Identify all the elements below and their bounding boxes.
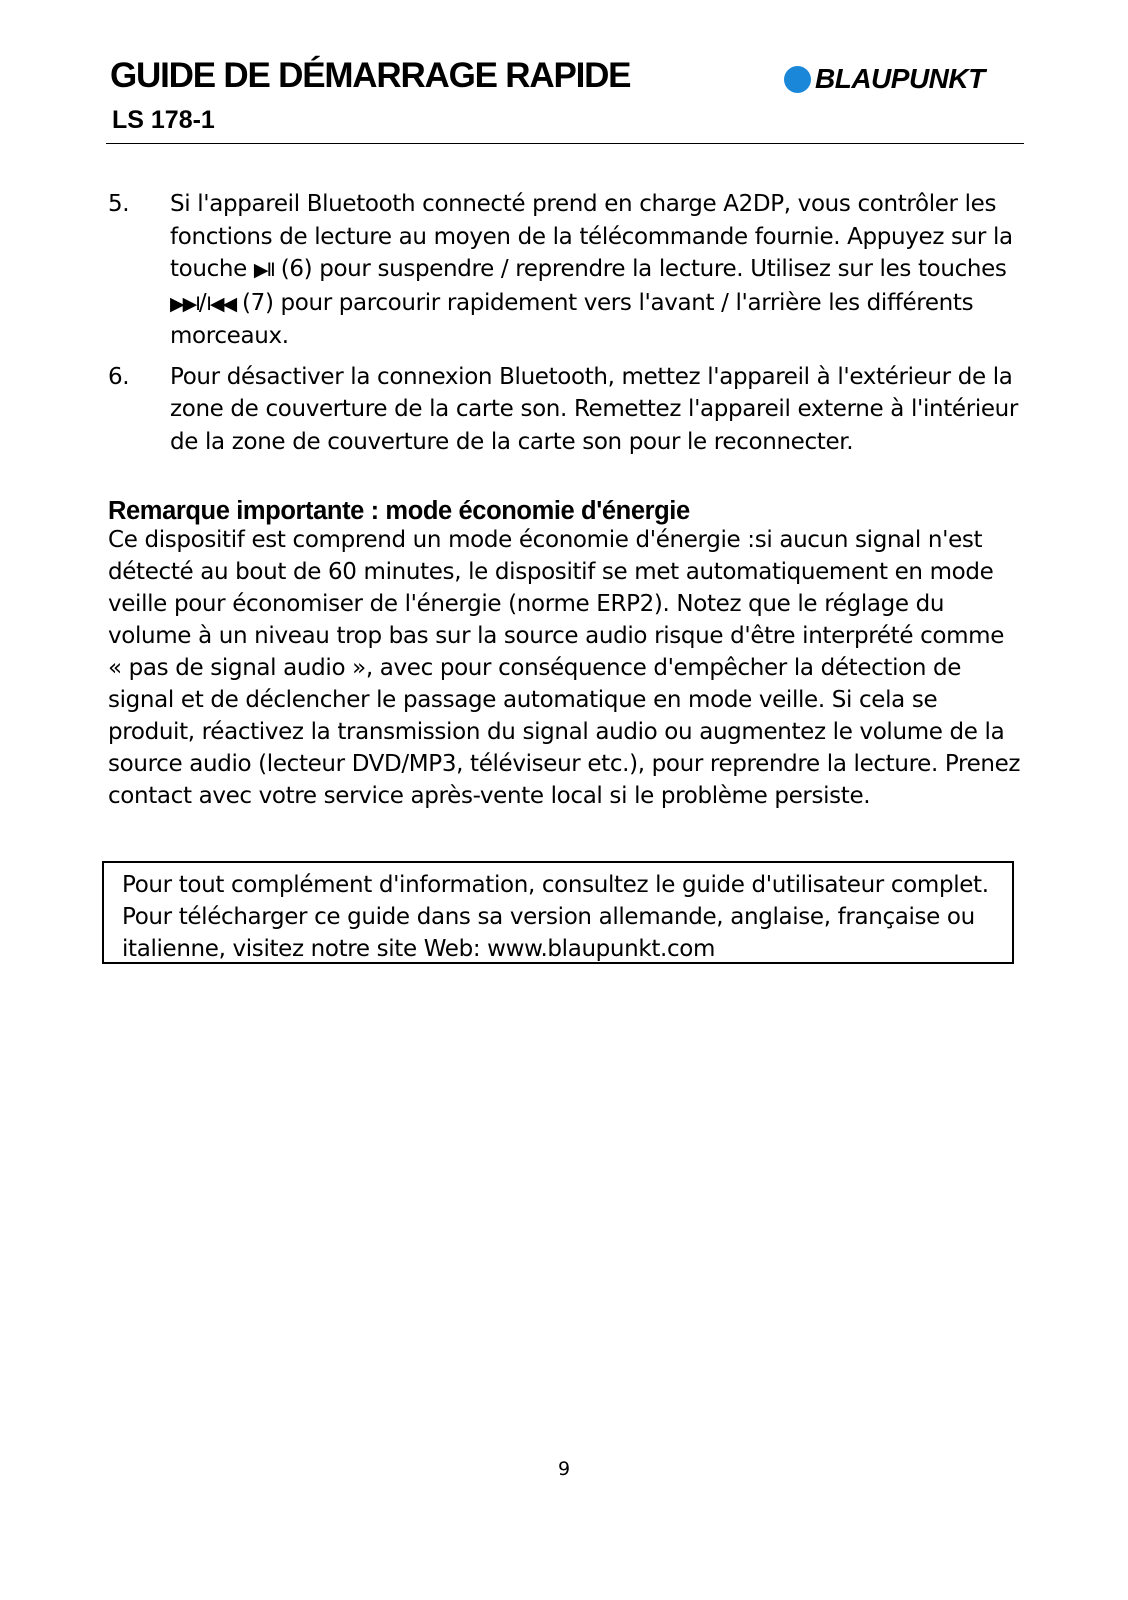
note-heading: Remarque importante : mode économie d'énergie bbox=[108, 497, 690, 525]
skip-forward-icon: ▶▶I bbox=[170, 292, 199, 315]
list-item-text-part: (7) pour parcourir rapidement vers l'avant / l'arrière les différents morceaux. bbox=[170, 289, 974, 349]
skip-back-icon: I◀◀ bbox=[206, 292, 236, 315]
logo-dot-icon bbox=[784, 66, 811, 93]
list-item-text-part: Si l'appareil Bluetooth connecté prend en charge A2DP, vous contrôler les fonctions de lecture au moyen de la télécommande fournie. Appuyez sur la touche bbox=[170, 191, 1013, 282]
model-number: LS 178-1 bbox=[112, 106, 215, 134]
list-item-text bbox=[170, 188, 1020, 353]
list-item-number: 6. bbox=[108, 363, 130, 390]
instruction-list bbox=[108, 188, 1024, 466]
logo-text: BLAUPUNKT bbox=[815, 63, 985, 94]
info-box: Pour tout complément d'information, consultez le guide d'utilisateur complet. Pour télécharger ce guide dans sa version allemande, anglaise, française ou italienne, visitez notre site Web: www.blaupunkt.com bbox=[102, 861, 1014, 964]
list-item-text-part: (6) pour suspendre / reprendre la lecture. Utilisez sur les touches bbox=[280, 256, 1007, 282]
list-item-text: Pour désactiver la connexion Bluetooth, mettez l'appareil à l'extérieur de la zone de couverture de la carte son. Remettez l'appareil externe à l'intérieur de la zone de couverture de la carte son pour le reconnecter. bbox=[170, 363, 1019, 455]
page-title: GUIDE DE DÉMARRAGE RAPIDE bbox=[110, 56, 631, 95]
page-number: 9 bbox=[557, 1458, 571, 1480]
note-body: Ce dispositif est comprend un mode économie d'énergie :si aucun signal n'est détecté au bout de 60 minutes, le dispositif se met automatiquement en mode veille pour économiser de l'énergie (norme ERP2). Notez que le réglage du volume à un niveau trop bas sur la source audio risque d'être interprété comme « pas de signal audio », avec pour conséquence d'empêcher la détection de signal et de déclencher le passage automatique en mode veille. Si cela se produit, réactivez la transmission du signal audio ou augmentez le volume de la source audio (lecteur DVD/MP3, téléviseur etc.), pour reprendre la lecture. Prenez contact avec votre service après-vente local si le problème persiste. bbox=[108, 527, 1021, 809]
header-divider bbox=[106, 143, 1024, 144]
play-pause-icon: ▶II bbox=[253, 259, 274, 281]
symbol-separator: / bbox=[198, 289, 207, 316]
list-item bbox=[108, 188, 1024, 353]
list-item-number: 5. bbox=[108, 191, 130, 217]
brand-logo bbox=[784, 64, 985, 94]
list-item bbox=[108, 361, 1024, 459]
